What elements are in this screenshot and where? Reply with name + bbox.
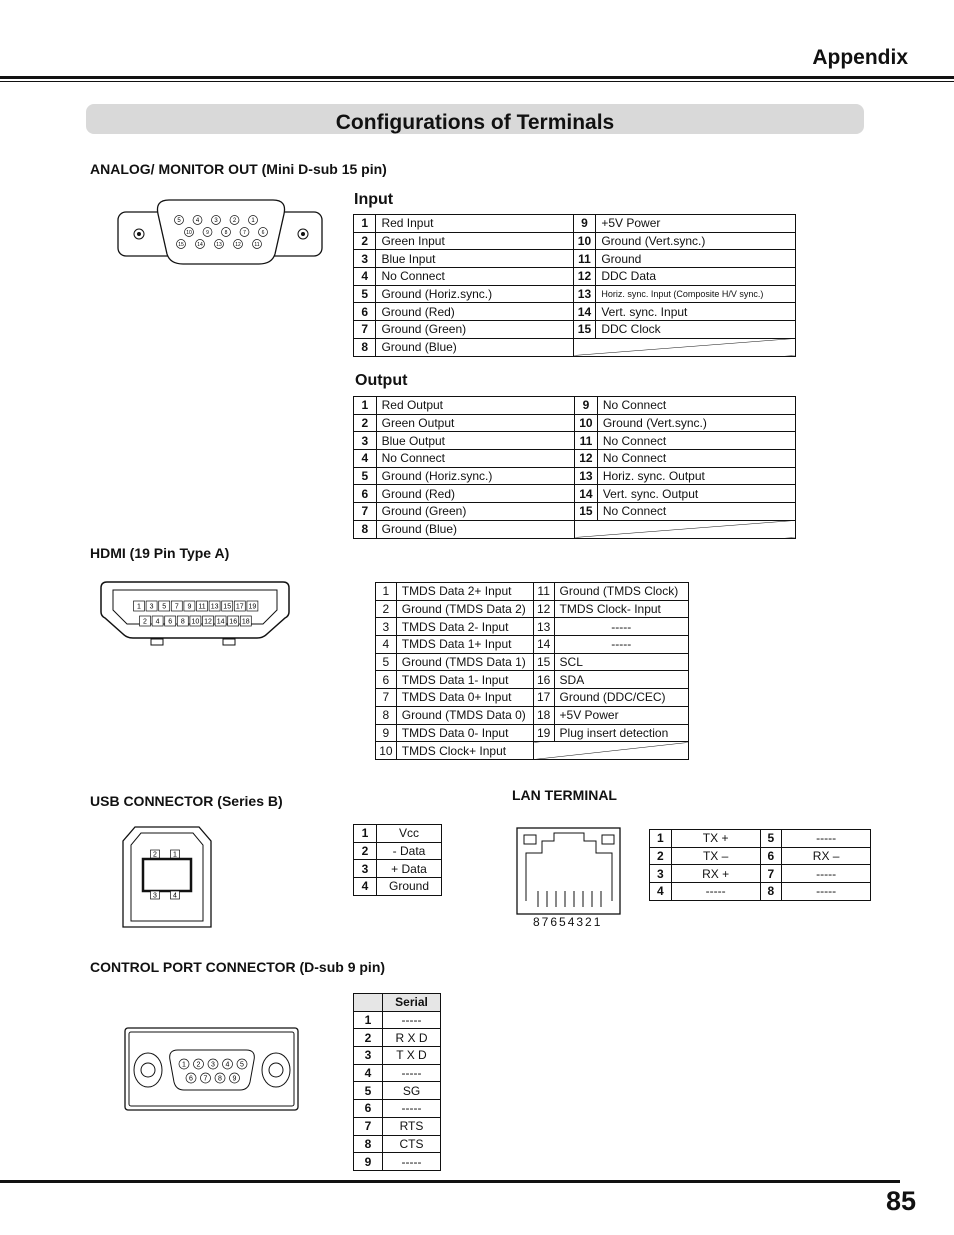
pin-number: 3 (354, 250, 376, 268)
connector-pin-label: 3 (214, 218, 218, 225)
pin-number: 5 (376, 653, 397, 671)
table-row (650, 847, 871, 865)
pin-number: 8 (354, 338, 376, 356)
table-row (354, 1135, 441, 1153)
table-row (354, 1064, 441, 1082)
connector-pin-label: 18 (241, 618, 250, 626)
pin-signal: Ground (Horiz.sync.) (376, 467, 574, 485)
connector-pin-label: 17 (235, 603, 244, 611)
pin-number: 14 (574, 485, 597, 503)
pin-signal: ----- (782, 883, 871, 901)
pin-number: 3 (354, 860, 377, 878)
pin-signal: Ground (Vert.sync.) (596, 232, 796, 250)
table-row (354, 338, 796, 356)
pin-signal: Vert. sync. Output (597, 485, 795, 503)
connector-pin-label: 9 (232, 1075, 237, 1083)
table-row (376, 600, 689, 618)
pin-signal: Vert. sync. Input (596, 303, 796, 321)
pin-signal: No Connect (597, 432, 795, 450)
table-row (354, 467, 796, 485)
table-row (354, 268, 796, 286)
pin-number: 7 (354, 321, 376, 339)
pin-number: 4 (354, 878, 377, 896)
pin-signal: TX – (671, 847, 760, 865)
connector-pin-label: 15 (223, 603, 232, 611)
page-title: Configurations of Terminals (86, 104, 864, 134)
pin-number: 5 (354, 1082, 383, 1100)
connector-pin-label: 3 (149, 603, 154, 611)
pin-signal: ----- (782, 830, 871, 848)
pin-signal: Ground (Blue) (376, 338, 573, 356)
pin-number: 2 (354, 842, 377, 860)
pin-number: 6 (354, 485, 377, 503)
header-rule (0, 76, 954, 79)
table-row (354, 503, 796, 521)
empty-cell (574, 520, 795, 538)
table-row (354, 285, 796, 303)
pin-signal: TMDS Data 1+ Input (396, 636, 533, 654)
pin-signal: No Connect (376, 268, 573, 286)
table-row (354, 215, 796, 233)
pin-signal: Ground (377, 878, 442, 896)
pin-signal: RX – (782, 847, 871, 865)
pin-signal: No Connect (376, 450, 574, 468)
pin-number: 7 (354, 1117, 383, 1135)
connector-pin-label: 10 (191, 618, 200, 626)
pin-number: 7 (760, 865, 782, 883)
pin-signal: DDC Data (596, 268, 796, 286)
pin-signal: Green Output (376, 414, 574, 432)
pin-signal: SDA (554, 671, 688, 689)
pin-number: 16 (533, 671, 554, 689)
table-row (354, 450, 796, 468)
usb-table (353, 824, 442, 896)
table-row (650, 883, 871, 901)
pin-number: 1 (354, 825, 377, 843)
pin-number: 2 (354, 232, 376, 250)
table-row (650, 865, 871, 883)
table-row (354, 432, 796, 450)
table-row (376, 706, 689, 724)
connector-pin-label: 11 (254, 241, 260, 248)
pin-signal: ----- (671, 883, 760, 901)
connector-pin-label: 1 (251, 218, 255, 225)
lan-section-title: LAN TERMINAL (512, 787, 617, 803)
pin-signal: Ground (DDC/CEC) (554, 689, 688, 707)
table-row (354, 1117, 441, 1135)
connector-pin-label: 5 (240, 1061, 244, 1069)
table-row (354, 1082, 441, 1100)
pin-number: 2 (376, 600, 397, 618)
pin-number: 2 (354, 414, 377, 432)
connector-pin-label: 7 (203, 1075, 208, 1083)
lan-pin-order-label: 87654321 (533, 915, 603, 929)
pin-signal: Ground (Horiz.sync.) (376, 285, 573, 303)
pin-number: 3 (376, 618, 397, 636)
page-number: 85 (885, 1186, 916, 1216)
pin-signal: ----- (383, 1100, 441, 1118)
table-row (354, 321, 796, 339)
pin-number: 9 (574, 397, 597, 415)
pin-number: 12 (574, 450, 597, 468)
pin-signal: SG (383, 1082, 441, 1100)
connector-pin-label: 2 (153, 851, 157, 859)
table-header-row (354, 994, 441, 1012)
table-row (376, 689, 689, 707)
pin-signal: Red Input (376, 215, 573, 233)
connector-pin-label: 12 (204, 618, 212, 626)
pin-number: 7 (376, 689, 397, 707)
pin-signal: Green Input (376, 232, 573, 250)
pin-signal: CTS (383, 1135, 441, 1153)
pin-signal: + Data (377, 860, 442, 878)
connector-pin-label: 5 (177, 218, 181, 225)
table-row (376, 671, 689, 689)
connector-pin-label: 8 (180, 618, 185, 626)
pin-number: 5 (354, 285, 376, 303)
pin-signal: Red Output (376, 397, 574, 415)
pin-number: 11 (574, 432, 597, 450)
connector-pin-label: 4 (225, 1061, 230, 1069)
pin-number: 17 (533, 689, 554, 707)
pin-number: 1 (354, 1011, 383, 1029)
pin-number: 3 (354, 432, 377, 450)
pin-number: 8 (376, 706, 397, 724)
footer-rule (0, 1180, 900, 1183)
pin-number: 1 (376, 583, 397, 601)
connector-pin-label: 13 (216, 241, 222, 248)
pin-number: 6 (760, 847, 782, 865)
table-row (354, 232, 796, 250)
dsub9-connector-icon (124, 1026, 300, 1112)
connector-pin-label: 6 (261, 229, 265, 236)
analog-output-table (353, 396, 796, 539)
pin-number: 14 (573, 303, 596, 321)
pin-number: 6 (354, 303, 376, 321)
table-row (354, 1011, 441, 1029)
pin-number: 3 (650, 865, 672, 883)
pin-number: 9 (573, 215, 596, 233)
connector-pin-label: 3 (153, 892, 157, 900)
connector-pin-label: 6 (189, 1075, 193, 1083)
analog-input-label: Input (354, 191, 394, 208)
connector-pin-label: 8 (224, 229, 228, 236)
rj45-connector-icon (516, 827, 622, 917)
connector-pin-label: 9 (187, 603, 192, 611)
pin-signal: Vcc (377, 825, 442, 843)
table-row (354, 303, 796, 321)
pin-signal: Horiz. sync. Input (Composite H/V sync.) (596, 285, 796, 303)
pin-signal: Blue Input (376, 250, 573, 268)
table-header: Serial (383, 994, 441, 1012)
table-row (376, 724, 689, 742)
table-row (354, 842, 442, 860)
connector-pin-label: 13 (210, 603, 219, 611)
pin-signal: TMDS Data 2+ Input (396, 583, 533, 601)
pin-signal: TMDS Data 1- Input (396, 671, 533, 689)
section-heading: Appendix (812, 46, 908, 69)
pin-number: 10 (574, 414, 597, 432)
pin-signal: DDC Clock (596, 321, 796, 339)
pin-number: 15 (573, 321, 596, 339)
pin-signal: SCL (554, 653, 688, 671)
pin-number: 18 (533, 706, 554, 724)
dsub15-connector-icon (117, 196, 323, 268)
pin-signal: Ground (596, 250, 796, 268)
connector-pin-label: 4 (173, 892, 177, 900)
connector-pin-label: 19 (248, 603, 257, 611)
pin-signal: No Connect (597, 397, 795, 415)
pin-signal: TMDS Clock- Input (554, 600, 688, 618)
pin-number: 13 (573, 285, 596, 303)
pin-number: 19 (533, 724, 554, 742)
pin-signal: Ground (Green) (376, 503, 574, 521)
pin-signal: Ground (TMDS Data 1) (396, 653, 533, 671)
table-row (354, 860, 442, 878)
connector-pin-label: 1 (137, 603, 141, 611)
pin-number: 11 (533, 583, 554, 601)
pin-number: 10 (376, 742, 397, 760)
table-row (354, 414, 796, 432)
pin-signal: Ground (Blue) (376, 520, 574, 538)
pin-signal: ----- (782, 865, 871, 883)
hdmi-connector-icon (99, 578, 291, 648)
connector-pin-label: 14 (197, 241, 203, 248)
control-table (353, 993, 441, 1171)
connector-pin-label: 1 (173, 851, 177, 859)
pin-signal: TMDS Data 2- Input (396, 618, 533, 636)
connector-pin-label: 15 (178, 241, 184, 248)
pin-signal: Ground (TMDS Data 2) (396, 600, 533, 618)
pin-number: 1 (650, 830, 672, 848)
pin-number: 4 (354, 1064, 383, 1082)
pin-signal: - Data (377, 842, 442, 860)
connector-pin-label: 8 (218, 1075, 222, 1083)
pin-signal: +5V Power (554, 706, 688, 724)
pin-signal: ----- (554, 636, 688, 654)
pin-number: 2 (650, 847, 672, 865)
connector-pin-label: 4 (155, 618, 160, 626)
pin-number: 1 (354, 215, 376, 233)
pin-number: 13 (533, 618, 554, 636)
pin-signal: No Connect (597, 450, 795, 468)
pin-number: 15 (533, 653, 554, 671)
pin-signal: Ground (TMDS Data 0) (396, 706, 533, 724)
pin-signal: TMDS Data 0- Input (396, 724, 533, 742)
header-blank-cell (354, 994, 383, 1012)
pin-number: 10 (573, 232, 596, 250)
table-row (376, 653, 689, 671)
table-row (354, 250, 796, 268)
pin-signal: RTS (383, 1117, 441, 1135)
lan-table (649, 829, 871, 901)
pin-number: 15 (574, 503, 597, 521)
pin-signal: ----- (383, 1153, 441, 1171)
pin-signal: RX + (671, 865, 760, 883)
pin-signal: ----- (554, 618, 688, 636)
usb-b-connector-icon (121, 825, 213, 929)
table-row (354, 878, 442, 896)
pin-signal: Blue Output (376, 432, 574, 450)
connector-pin-label: 14 (216, 618, 225, 626)
table-row (354, 397, 796, 415)
pin-number: 12 (533, 600, 554, 618)
pin-signal: TMDS Data 0+ Input (396, 689, 533, 707)
pin-signal: Ground (TMDS Clock) (554, 583, 688, 601)
pin-signal: No Connect (597, 503, 795, 521)
connector-pin-label: 4 (195, 218, 200, 225)
table-row (376, 636, 689, 654)
header-rule-thin (0, 81, 954, 82)
connector-pin-label: 10 (186, 229, 192, 236)
pin-number: 11 (573, 250, 596, 268)
table-row (354, 1100, 441, 1118)
pin-number: 4 (650, 883, 672, 901)
table-row (376, 583, 689, 601)
connector-pin-label: 11 (198, 603, 206, 611)
connector-pin-label: 7 (243, 229, 246, 236)
pin-signal: Horiz. sync. Output (597, 467, 795, 485)
pin-number: 14 (533, 636, 554, 654)
connector-pin-label: 16 (229, 618, 238, 626)
pin-number: 4 (354, 268, 376, 286)
pin-number: 2 (354, 1029, 383, 1047)
pin-number: 8 (354, 520, 377, 538)
empty-cell (573, 338, 795, 356)
pin-signal: R X D (383, 1029, 441, 1047)
pin-number: 1 (354, 397, 377, 415)
analog-output-label: Output (355, 372, 408, 389)
analog-input-table (353, 214, 796, 357)
table-row (354, 1029, 441, 1047)
connector-pin-label: 2 (232, 218, 237, 225)
control-section-title: CONTROL PORT CONNECTOR (D-sub 9 pin) (90, 959, 386, 975)
pin-number: 13 (574, 467, 597, 485)
connector-pin-label: 2 (143, 618, 147, 626)
pin-number: 4 (376, 636, 397, 654)
pin-signal: TX + (671, 830, 760, 848)
hdmi-section-title: HDMI (19 Pin Type A) (90, 545, 230, 561)
pin-number: 9 (354, 1153, 383, 1171)
pin-signal: T X D (383, 1047, 441, 1065)
connector-pin-label: 6 (168, 618, 173, 626)
pin-signal: TMDS Clock+ Input (396, 742, 533, 760)
analog-section-title: ANALOG/ MONITOR OUT (Mini D-sub 15 pin) (90, 161, 387, 177)
pin-number: 12 (573, 268, 596, 286)
pin-signal: ----- (383, 1064, 441, 1082)
hdmi-table (375, 582, 689, 760)
pin-signal: ----- (383, 1011, 441, 1029)
table-row (376, 742, 689, 760)
connector-pin-label: 1 (182, 1061, 186, 1069)
table-row (354, 1153, 441, 1171)
table-row (376, 618, 689, 636)
pin-signal: Ground (Red) (376, 485, 574, 503)
table-row (354, 1047, 441, 1065)
connector-pin-label: 2 (196, 1061, 201, 1069)
usb-section-title: USB CONNECTOR (Series B) (90, 793, 283, 809)
table-row (354, 520, 796, 538)
pin-number: 7 (354, 503, 377, 521)
pin-signal: Ground (Red) (376, 303, 573, 321)
pin-number: 5 (354, 467, 377, 485)
pin-number: 9 (376, 724, 397, 742)
connector-pin-label: 12 (235, 241, 241, 248)
empty-cell (533, 742, 688, 760)
pin-number: 3 (354, 1047, 383, 1065)
pin-number: 5 (760, 830, 782, 848)
pin-signal: Ground (Green) (376, 321, 573, 339)
connector-pin-label: 3 (211, 1061, 215, 1069)
connector-pin-label: 5 (162, 603, 167, 611)
connector-pin-label: 9 (206, 229, 209, 236)
pin-number: 6 (354, 1100, 383, 1118)
table-row (650, 830, 871, 848)
pin-signal: +5V Power (596, 215, 796, 233)
table-row (354, 485, 796, 503)
pin-signal: Plug insert detection (554, 724, 688, 742)
pin-number: 8 (354, 1135, 383, 1153)
pin-number: 6 (376, 671, 397, 689)
connector-pin-label: 7 (174, 603, 179, 611)
pin-signal: Ground (Vert.sync.) (597, 414, 795, 432)
table-row (354, 825, 442, 843)
pin-number: 4 (354, 450, 377, 468)
pin-number: 8 (760, 883, 782, 901)
